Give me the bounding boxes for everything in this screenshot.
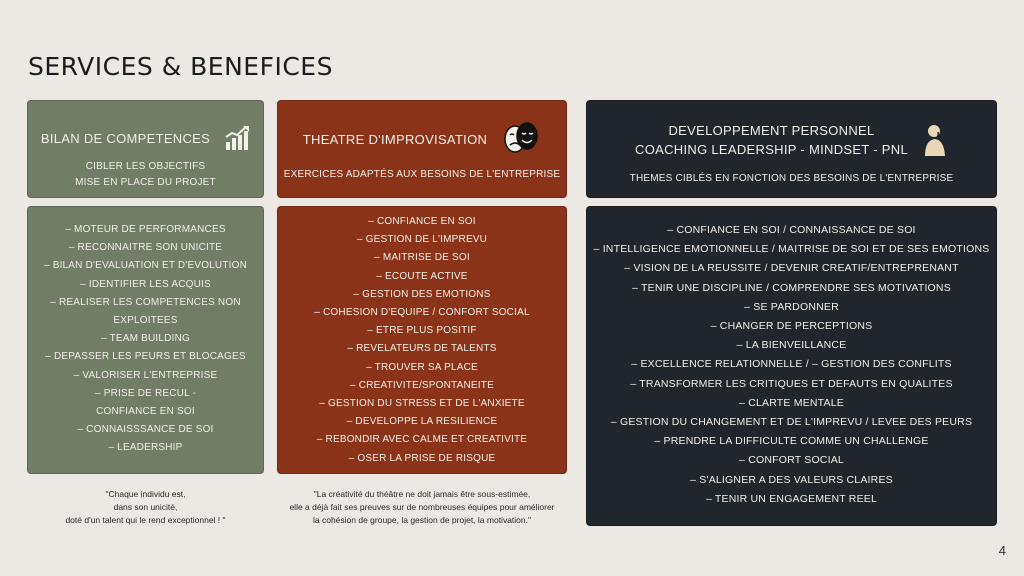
list-item: – TENIR UN ENGAGEMENT REEL (705, 492, 878, 505)
bilan-subtitle-line: CIBLER LES OBJECTIFS (85, 161, 206, 172)
growth-chart-icon (224, 125, 250, 151)
list-item: – TRANSFORMER LES CRITIQUES ET DEFAUTS EN QUALITES (630, 377, 953, 390)
theatre-quote (262, 488, 582, 527)
list-item: – ETRE PLUS POSITIF (367, 325, 477, 337)
list-item: – CONNAISSSANCE DE SOI (77, 424, 214, 436)
dev-body-card (586, 206, 997, 526)
list-item: – CONFIANCE EN SOI / CONNAISSANCE DE SOI (667, 224, 916, 236)
quote-line: "La créativité du théâtre ne doit jamais être sous-estimée, (313, 489, 531, 499)
list-item: – CREATIVITE/SPONTANEITE (350, 379, 494, 391)
quote-line: dans son unicité, (113, 502, 178, 512)
list-item: – VISION DE LA REUSSITE / DEVENIR CREATIF/ENTREPRENANT (624, 262, 959, 275)
list-item: – MAITRISE DE SOI (374, 252, 470, 264)
list-item: – EXCELLENCE RELATIONNELLE / – GESTION DES CONFLITS (631, 358, 952, 371)
list-item: – CONFIANCE EN SOI (368, 216, 476, 227)
theatre-title: THEATRE D'IMPROVISATION (302, 131, 488, 147)
dev-list (587, 221, 996, 509)
list-item: – REBONDIR AVEC CALME ET CREATIVITE (316, 434, 528, 446)
page-title: SERVICES & BENEFICES (28, 52, 333, 81)
list-item: – GESTION DU CHANGEMENT ET DE L'IMPREVU / LEVEE DES PEURS (610, 416, 973, 429)
dev-subtitle: THEMES CIBLÉS EN FONCTION DES BESOINS DE L'ENTREPRISE (629, 173, 954, 184)
page-number: 4 (998, 543, 1006, 558)
quote-line: la cohésion de groupe, la gestion de projet, la motivation." (312, 515, 532, 525)
theatre-list (278, 213, 566, 468)
list-item: – REVELATEURS DE TALENTS (347, 343, 497, 355)
theatre-header-row (278, 121, 566, 157)
list-item: – RECONNAITRE SON UNICITE (68, 242, 223, 254)
list-item: EXPLOITEES (113, 315, 178, 327)
list-item: – OSER LA PRISE DE RISQUE (348, 452, 496, 464)
list-item: – TROUVER SA PLACE (366, 361, 478, 373)
list-item: – COHESION D'EQUIPE / CONFORT SOCIAL (314, 307, 530, 319)
list-item: – VALORISER L'ENTREPRISE (73, 369, 218, 381)
thinking-person-icon (922, 122, 948, 158)
list-item: – SE PARDONNER (744, 300, 839, 313)
quote-line: "Chaque individu est, (105, 489, 186, 499)
dev-title-line: DEVELOPPEMENT PERSONNEL (668, 123, 875, 138)
list-item: – PRENDRE LA DIFFICULTE COMME UN CHALLENGE (654, 435, 929, 448)
list-item: – GESTION DU STRESS ET DE L'ANXIETE (319, 398, 525, 410)
bilan-body-card (27, 206, 264, 474)
quote-line: doté d'un talent qui le rend exceptionnel ! " (65, 515, 226, 525)
list-item: – MOTEUR DE PERFORMANCES (65, 224, 226, 235)
list-item: – ECOUTE ACTIVE (376, 270, 468, 282)
list-item: – IDENTIFIER LES ACQUIS (80, 278, 211, 290)
list-item: – TEAM BUILDING (101, 333, 190, 345)
bilan-quote (27, 488, 264, 527)
theatre-subtitle: EXERCICES ADAPTÉS AUX BESOINS DE L'ENTREPRISE (283, 169, 561, 180)
list-item: – CONFORT SOCIAL (739, 454, 844, 467)
bilan-subtitle (28, 159, 263, 191)
list-item: – CLARTE MENTALE (739, 396, 844, 409)
bilan-list (28, 221, 263, 458)
list-item: CONFIANCE EN SOI (96, 406, 195, 418)
theatre-masks-icon (501, 121, 541, 157)
bilan-header-row (28, 125, 263, 151)
list-item: – GESTION DE L'IMPREVU (356, 234, 488, 246)
list-item: – LEADERSHIP (108, 442, 183, 454)
theatre-header-card (277, 100, 567, 198)
list-item: – DEVELOPPE LA RESILIENCE (346, 416, 498, 428)
list-item: – PRISE DE RECUL - (94, 387, 197, 399)
list-item: – S'ALIGNER A DES VALEURS CLAIRES (690, 473, 893, 486)
bilan-subtitle-line: MISE EN PLACE DU PROJET (75, 177, 216, 188)
dev-title (635, 121, 908, 159)
bilan-header-card (27, 100, 264, 198)
list-item: – GESTION DES EMOTIONS (353, 288, 491, 300)
list-item: – LA BIENVEILLANCE (736, 339, 847, 352)
list-item: – CHANGER DE PERCEPTIONS (710, 320, 873, 333)
dev-header-row (587, 121, 996, 159)
dev-header-card (586, 100, 997, 198)
list-item: – TENIR UNE DISCIPLINE / COMPRENDRE SES MOTIVATIONS (632, 281, 951, 294)
list-item: – BILAN D'EVALUATION ET D'EVOLUTION (43, 260, 248, 272)
dev-title-line: COACHING LEADERSHIP - MINDSET - PNL (635, 142, 908, 157)
list-item: – DEPASSER LES PEURS ET BLOCAGES (45, 351, 246, 363)
bilan-title: BILAN DE COMPETENCES (40, 130, 211, 146)
list-item: – INTELLIGENCE EMOTIONNELLE / MAITRISE DE SOI ET DE SES EMOTIONS (593, 243, 990, 256)
list-item: – REALISER LES COMPETENCES NON (50, 296, 241, 308)
theatre-body-card (277, 206, 567, 474)
quote-line: elle a déjà fait ses preuves sur de nombreuses équipes pour améliorer (289, 502, 555, 512)
